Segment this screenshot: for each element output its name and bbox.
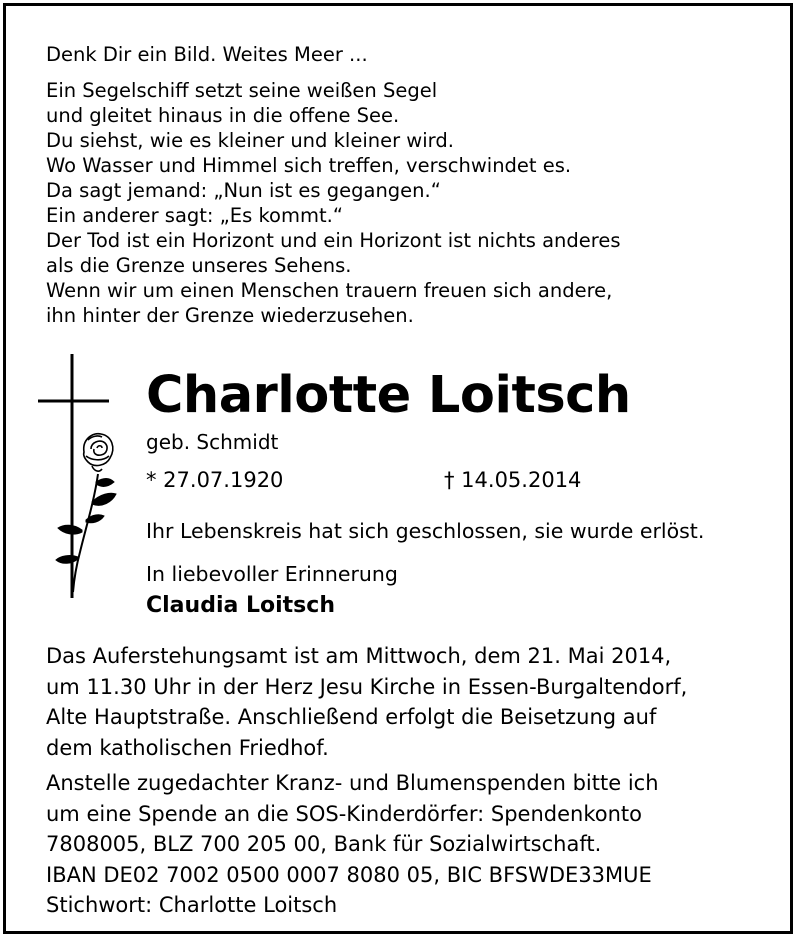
death-date: † 14.05.2014 — [444, 468, 582, 492]
obituary-frame — [3, 3, 793, 934]
poem-line: Der Tod ist ein Horizont und ein Horizont ist nichts anderes — [46, 229, 621, 252]
funeral-line: Das Auferstehungsamt ist am Mittwoch, dem 21. Mai 2014, — [46, 644, 672, 668]
poem-line: Wenn wir um einen Menschen trauern freuen sich andere, — [46, 279, 613, 302]
donation-line: Stichwort: Charlotte Loitsch — [46, 893, 338, 917]
donation-line: 7808005, BLZ 700 205 00, Bank für Sozialwirtschaft. — [46, 832, 602, 856]
poem-line: Ein Segelschiff setzt seine weißen Segel — [46, 79, 438, 102]
poem-line: Du siehst, wie es kleiner und kleiner wird. — [46, 129, 454, 152]
cross-with-rose-icon — [36, 352, 126, 602]
rose-head — [84, 434, 113, 471]
deceased-name: Charlotte Loitsch — [146, 366, 631, 425]
poem-opening: Denk Dir ein Bild. Weites Meer ... — [46, 43, 368, 66]
birth-name: geb. Schmidt — [146, 430, 279, 454]
poem-line: Da sagt jemand: „Nun ist es gegangen.“ — [46, 179, 441, 202]
closure-statement: Ihr Lebenskreis hat sich geschlossen, sie wurde erlöst. — [146, 519, 705, 543]
poem-line: ihn hinter der Grenze wiederzusehen. — [46, 304, 414, 327]
memorial-phrase: In liebevoller Erinnerung — [146, 562, 398, 586]
poem-block — [46, 42, 776, 328]
poem-line: Wo Wasser und Himmel sich treffen, verschwindet es. — [46, 154, 572, 177]
signer-name: Claudia Loitsch — [146, 593, 335, 618]
donation-line: IBAN DE02 7002 0500 0007 8080 05, BIC BFSWDE33MUE — [46, 862, 652, 887]
poem-line: Ein anderer sagt: „Es kommt.“ — [46, 204, 343, 227]
donation-line: um eine Spende an die SOS-Kinderdörfer: Spendenkonto — [46, 801, 642, 826]
donation-notice — [46, 768, 786, 921]
funeral-line: Alte Hauptstraße. Anschließend erfolgt die Beisetzung auf — [46, 705, 657, 729]
rose-leaves — [56, 479, 116, 564]
donation-line: Anstelle zugedachter Kranz- und Blumenspenden bitte ich — [46, 771, 659, 795]
funeral-line: dem katholischen Friedhof. — [46, 735, 329, 760]
funeral-line: um 11.30 Uhr in der Herz Jesu Kirche in Essen-Burgaltendorf, — [46, 674, 688, 699]
poem-line: und gleitet hinaus in die offene See. — [46, 104, 400, 127]
funeral-notice — [46, 641, 786, 763]
poem-line: als die Grenze unseres Sehens. — [46, 254, 352, 277]
birth-date: * 27.07.1920 — [146, 468, 284, 492]
